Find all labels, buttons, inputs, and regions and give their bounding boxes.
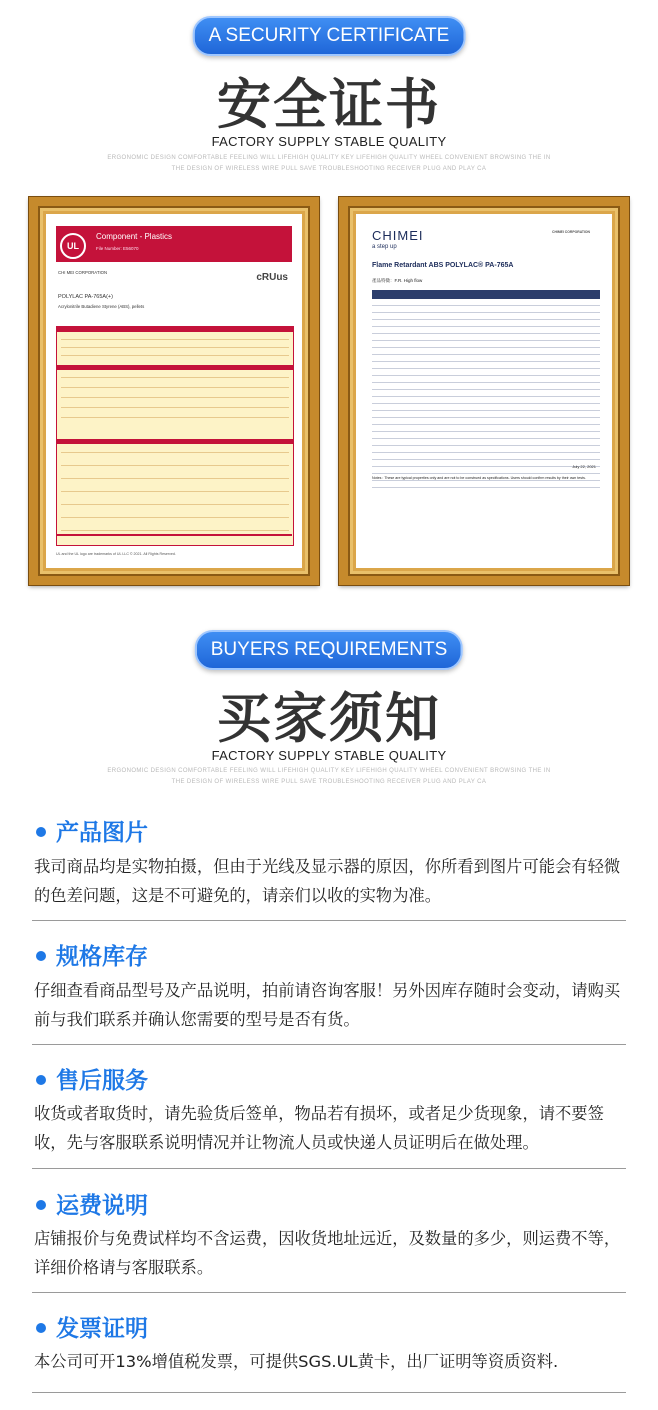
after-sales-text: 收货或者取货时，请先验货后签单，物品若有损坏，或者足少货现象，请不要签收，先与客服联系说明情况并让物流人员或快递人员证明后在做处理。 [34,1104,604,1152]
buyers-requirements-badge: BUYERS REQUIREMENTS [195,630,463,670]
ul-table-line [61,397,289,398]
table-row [372,453,600,460]
section-divider [32,1168,626,1169]
table-row [372,439,600,446]
chimei-notes: Notes : These are typical properties only and are not to be construed as specifications. Users should confirm results by their own tests. [372,476,586,480]
shipping-heading [36,1187,148,1220]
ul-description: Acrylonitrile Butadiene Styrene (ABS), pellets [58,304,145,309]
table-row [372,418,600,425]
ul-footer-text: UL and the UL logo are trademarks of UL LLC © 2021. All Rights Reserved. [56,551,176,556]
table-row [372,306,600,313]
ul-table-line [61,517,289,518]
ul-table-section [57,365,293,370]
table-row [372,376,600,383]
ul-logo-icon: UL [60,233,86,259]
chimei-product-title: Flame Retardant ABS POLYLAC® PA-765A [372,262,514,269]
table-row [372,299,600,306]
chimei-datasheet-paper [356,214,612,568]
product-images-heading [36,814,148,847]
chimei-logo: CHIMEI [372,228,424,243]
section-divider [32,1392,626,1393]
table-row [372,341,600,348]
ul-table-section [57,327,293,332]
ul-table-line [61,491,289,492]
table-row [372,348,600,355]
ul-table-line [61,355,289,356]
section-divider [32,1292,626,1293]
ul-file-number: File Number: E56070 [96,246,139,251]
table-row [372,390,600,397]
ul-certificate-frame [29,197,319,585]
section-heading-label: 发票证明 [56,1316,148,1342]
ul-table-line [61,377,289,378]
section-divider [32,1044,626,1045]
bullet-icon [36,951,46,961]
section-heading-label: 规格库存 [56,944,148,970]
ul-table-line [61,387,289,388]
ul-company: CHI MEI CORPORATION [58,270,108,275]
section-heading-label: 运费说明 [56,1193,148,1219]
certificate-title: 安全证书 [217,73,441,136]
ul-certificate-paper [46,214,302,568]
ul-ratings-table [56,326,294,546]
shipping-text: 店铺报价与免费试样均不含运费，因收货地址远近，及数量的多少，则运费不等，详细价格请与客服联系。 [34,1229,621,1277]
buyers-subtitle: FACTORY SUPPLY STABLE QUALITY [211,748,447,763]
chimei-property-table [372,290,600,488]
certificate-tagline-2: THE DESIGN OF WIRELESS WIRE PULL SAVE TROUBLESHOOTING RECEIVER PLUG AND PLAY CA [171,166,487,172]
table-row [372,383,600,390]
buyers-title: 买家须知 [217,687,441,750]
table-row [372,467,600,474]
table-row [372,320,600,327]
table-row [372,355,600,362]
section-heading-label: 售后服务 [56,1068,148,1094]
ul-table-line [61,530,289,531]
table-row [372,425,600,432]
section-divider [32,920,626,921]
chimei-date: July 22, 2021 [572,464,596,469]
product-images-text: 我司商品均是实物拍摄，但由于光线及显示器的原因，你所看到图片可能会有轻微的色差问题，这是不可避免的，请亲们以收的实物为准。 [34,857,621,905]
after-sales-heading [36,1062,148,1095]
table-row [372,411,600,418]
ul-table-line [61,339,289,340]
ul-footer-bar [56,534,292,536]
bullet-icon [36,827,46,837]
chimei-datasheet-frame [339,197,629,585]
ul-table-line [61,407,289,408]
ul-product: POLYLAC PA-765A(+) [58,294,113,300]
ul-table-line [61,452,289,453]
table-row [372,432,600,439]
table-row [372,460,600,467]
spec-stock-text: 仔细查看商品型号及产品说明，拍前请咨询客服！另外因库存随时会变动，请购买前与我们联系并确认您需要的型号是否有货。 [34,981,621,1029]
ul-certificate-title: Component - Plastics [96,232,173,241]
ul-header-bar [56,226,292,262]
security-certificate-badge: A SECURITY CERTIFICATE [193,16,466,56]
ul-table-line [61,347,289,348]
certificate-subtitle: FACTORY SUPPLY STABLE QUALITY [211,134,447,149]
spec-stock-heading [36,938,148,971]
chimei-tagline: a step up [372,244,397,250]
section-heading-label: 产品图片 [56,820,148,846]
table-row [372,404,600,411]
ul-recognized-mark-icon: cRUus [256,272,288,283]
certificate-tagline-1: ERGONOMIC DESIGN COMFORTABLE FEELING WILL LIFEHIGH QUALITY KEY LIFEHIGH QUALITY WHEEL CONVENIENT BROWSING THE IN [107,155,551,161]
chimei-company-en: CHIMEI CORPORATION [552,230,590,234]
chimei-table-header [372,290,600,299]
table-row [372,397,600,404]
invoice-text: 本公司可开13%增值税发票，可提供SGS.UL黄卡，出厂证明等资质资料. [34,1352,559,1371]
ul-table-line [61,478,289,479]
invoice-heading [36,1310,148,1343]
ul-table-line [61,417,289,418]
ul-table-line [61,465,289,466]
ul-table-line [61,504,289,505]
table-row [372,313,600,320]
buyers-tagline-1: ERGONOMIC DESIGN COMFORTABLE FEELING WILL LIFEHIGH QUALITY KEY LIFEHIGH QUALITY WHEEL CONVENIENT BROWSING THE IN [107,768,551,774]
table-row [372,369,600,376]
table-row [372,362,600,369]
chimei-features: 產品特徵：F.R. High flow [372,278,423,283]
table-row [372,327,600,334]
table-row [372,481,600,488]
bullet-icon [36,1075,46,1085]
table-row [372,334,600,341]
bullet-icon [36,1200,46,1210]
bullet-icon [36,1323,46,1333]
table-row [372,446,600,453]
buyers-tagline-2: THE DESIGN OF WIRELESS WIRE PULL SAVE TROUBLESHOOTING RECEIVER PLUG AND PLAY CA [171,779,487,785]
ul-table-section [57,439,293,444]
